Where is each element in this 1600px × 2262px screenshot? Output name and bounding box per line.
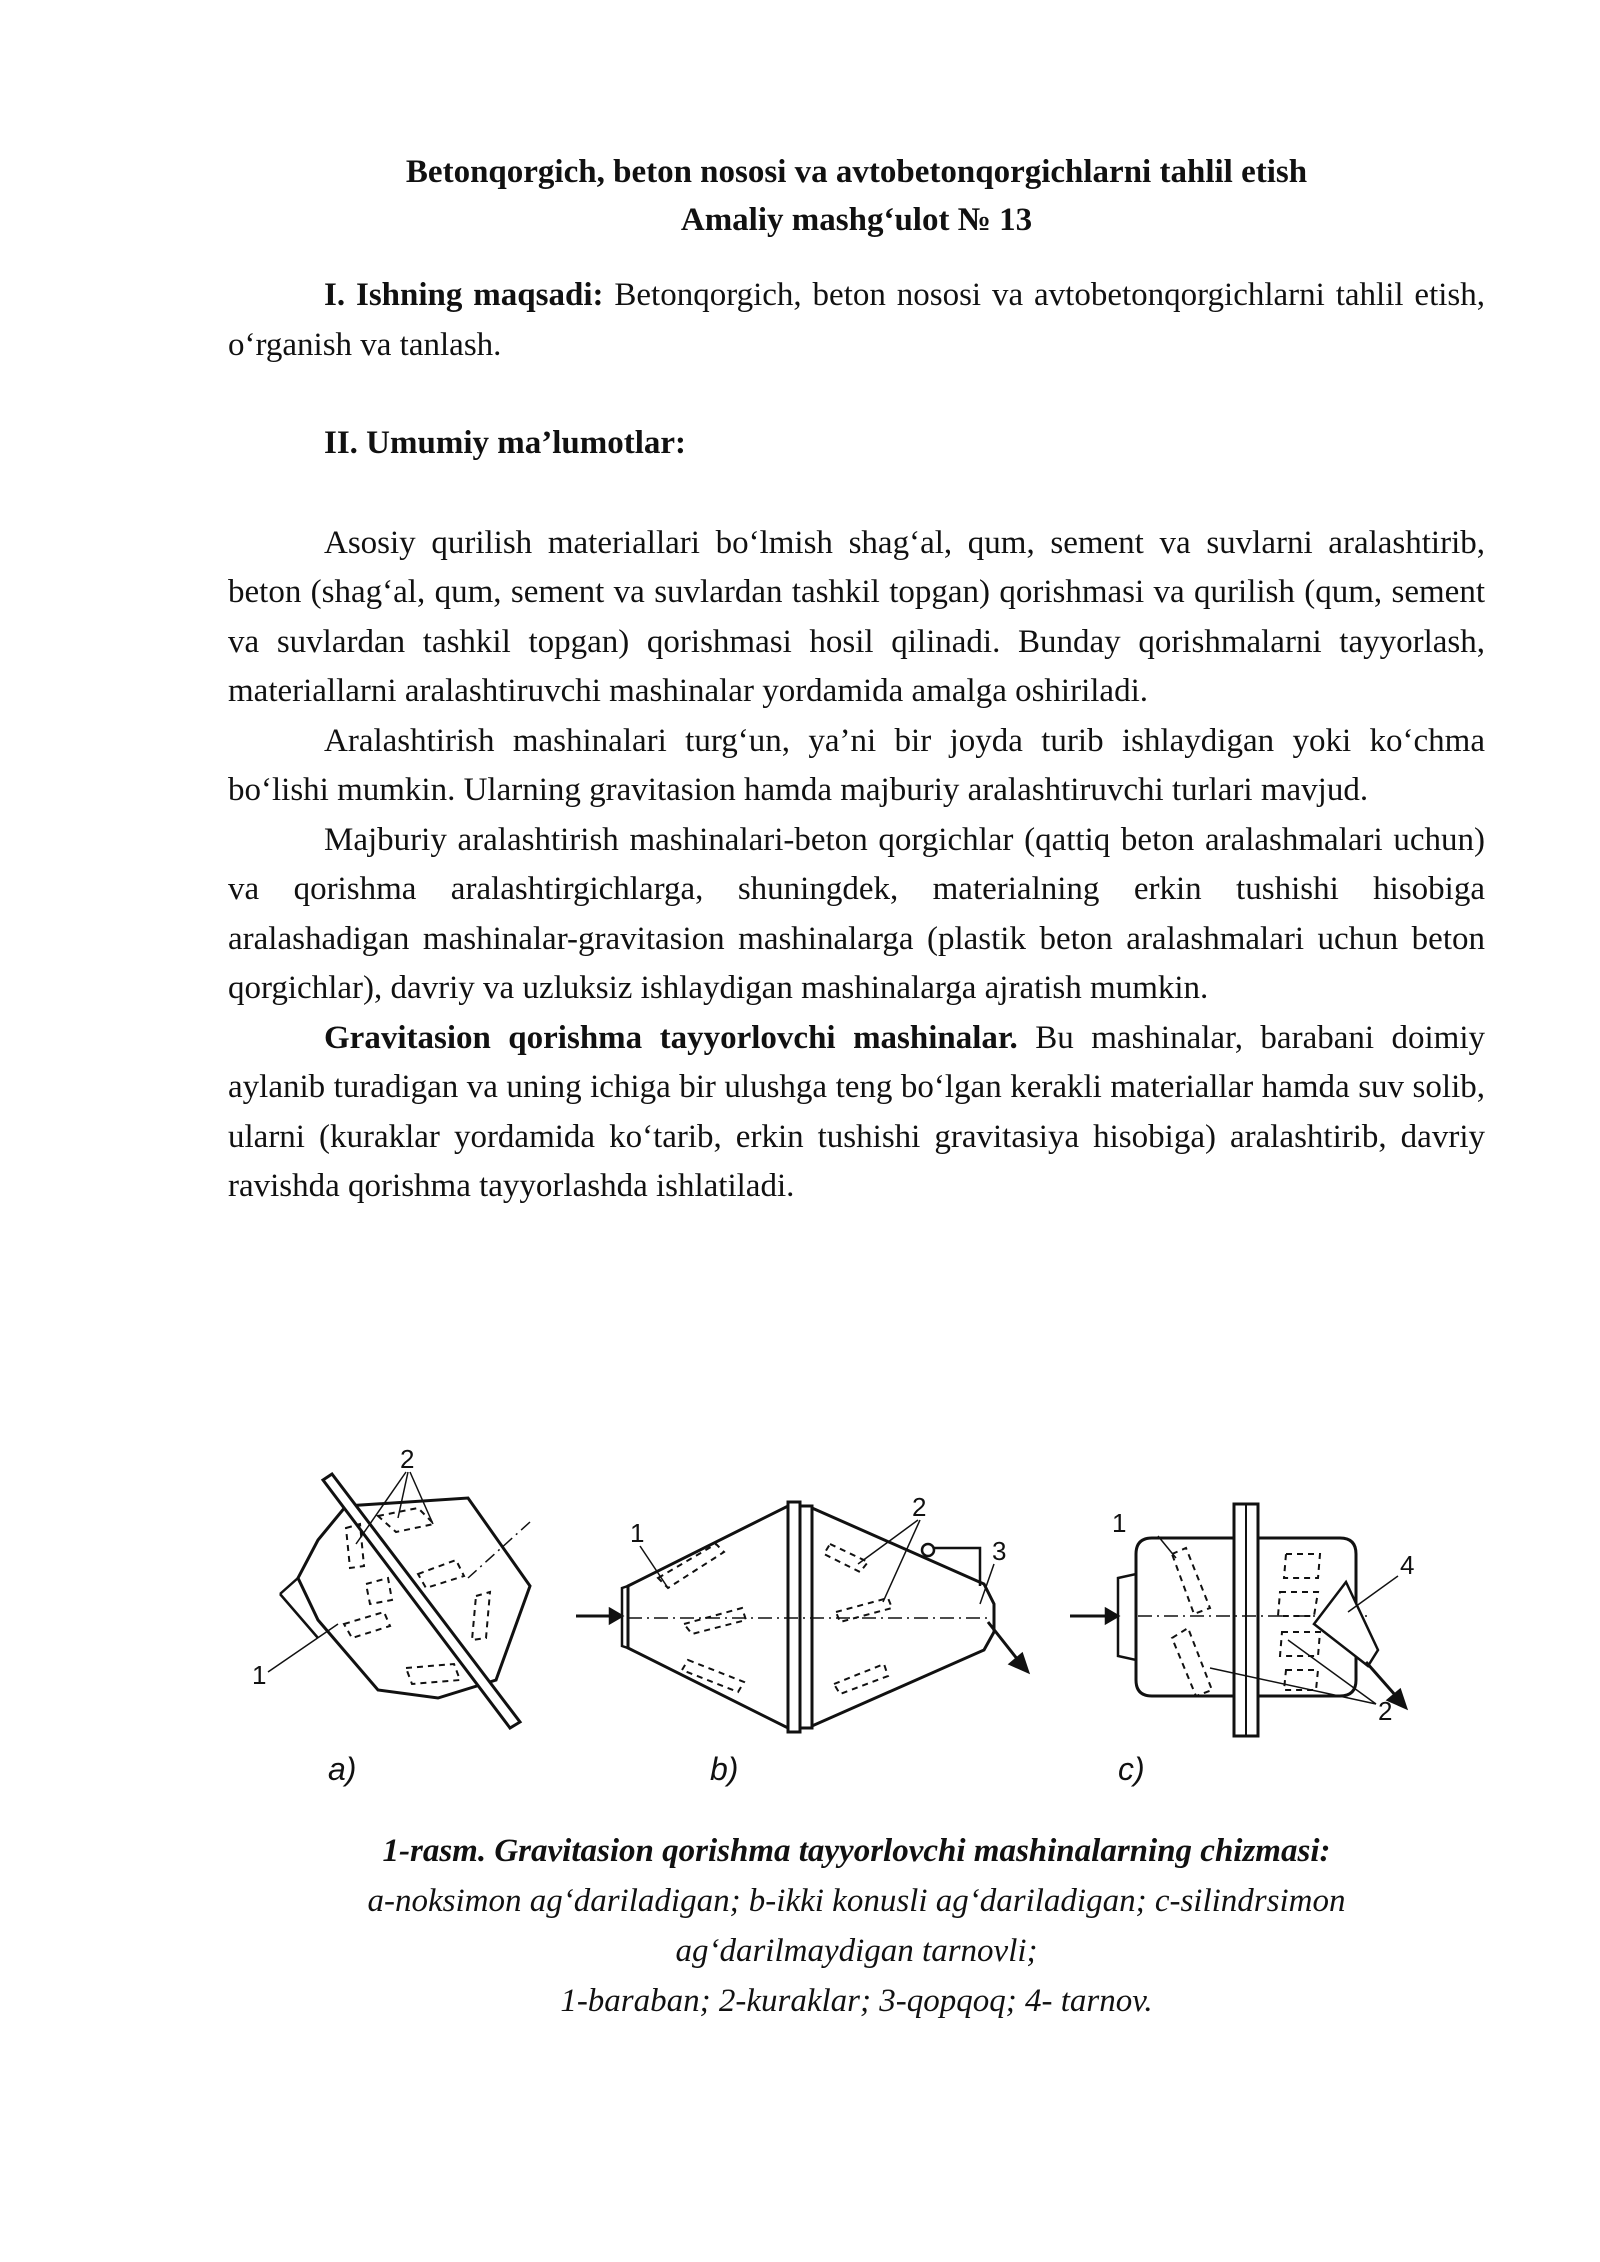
mixer-diagram-figure: [228, 1428, 1485, 1820]
figure-caption: [228, 1826, 1485, 2026]
paragraph-4: [228, 1014, 1485, 1212]
caption-line-3: ag‘darilmaydigan tarnovli;: [675, 1933, 1038, 1969]
label-2-b: 2: [912, 1492, 927, 1522]
paragraph-4-heading: Gravitasion qorishma tayyorlovchi mashinalar.: [324, 1019, 1018, 1056]
label-2-a: 2: [400, 1444, 415, 1474]
caption-line-2: a-noksimon ag‘dariladigan; b-ikki konusli ag‘dariladigan; c-silindrsimon: [367, 1883, 1346, 1919]
caption-line-4: 1-baraban; 2-kuraklar; 3-qopqoq; 4- tarnov.: [560, 1983, 1153, 2019]
sublabel-c: c): [1118, 1751, 1145, 1787]
document-page: [228, 148, 1485, 1212]
paragraph-3: Majburiy aralashtirish mashinalari-beton qorgichlar (qattiq beton aralashmalari uchun) va qorishma aralashtirgichlarga, shuningdek, materialning erkin tushishi hisobiga aralashadigan mashinalar-gravitasion mashinalarga (plastik beton aralashmalari uchun beton qorgichlar), davriy va uzluksiz ishlaydigan mashinalarga ajratish mumkin.: [228, 821, 1485, 1006]
label-1-b: 1: [630, 1518, 645, 1548]
document-title: Betonqorgich, beton nososi va avtobetonqorgichlarni tahlil etish: [405, 154, 1308, 190]
sublabel-a: a): [328, 1751, 357, 1787]
drum-c: [1070, 1504, 1406, 1736]
paragraph-4-text: Bu mashinalar, barabani doimiy aylanib turadigan va uning ichiga bir ulushga teng bo‘lgan kerakli materiallar hamda suv solib, ularni (kuraklar yordamida ko‘tarib, erkin tushishi gravitasiya hisobiga) aralashtirib, davriy ravishda qorishma tayyorlashda ishlatiladi.: [228, 1019, 1485, 1204]
section-general-label: II. Umumiy ma’lumotlar:: [324, 425, 687, 461]
drum-a: [268, 1472, 530, 1728]
label-1-a: 1: [252, 1660, 267, 1690]
paragraph-1: Asosiy qurilish materiallari bo‘lmish shag‘al, qum, sement va suvlarni aralashtirib, beton (shag‘al, qum, sement va suvlardan tashkil topgan) qorishmasi va qurilish (qum, sement va suvlardan tashkil topgan) qorishmasi hosil qilinadi. Bunday qorishmalarni tayyorlash, materiallarni aralashtiruvchi mashinalar yordamida amalga oshiriladi.: [228, 524, 1485, 709]
label-1-c: 1: [1112, 1508, 1127, 1538]
document-subtitle: Amaliy mashg‘ulot № 13: [680, 202, 1033, 238]
label-2-c: 2: [1378, 1696, 1393, 1726]
paragraph-2: Aralashtirish mashinalari turg‘un, ya’ni bir joyda turib ishlaydigan yoki ko‘chma bo‘lishi mumkin. Ularning gravitasion hamda majburiy aralashtiruvchi turlari mavjud.: [228, 722, 1485, 808]
sublabel-b: b): [710, 1751, 739, 1787]
caption-title: 1-rasm. Gravitasion qorishma tayyorlovchi mashinalarning chizmasi:: [382, 1833, 1331, 1869]
section-goal-label: I. Ishning maqsadi:: [324, 277, 604, 313]
section-goal: [228, 271, 1485, 370]
section-general-heading: [228, 419, 1485, 469]
section-goal-text: Betonqorgich, beton nososi va avtobetonqorgichlarni tahlil etish, o‘rganish va tanlash.: [228, 277, 1486, 363]
mixer-diagram: [228, 1428, 1485, 1820]
label-3-b: 3: [992, 1536, 1007, 1566]
label-4-c: 4: [1400, 1550, 1415, 1580]
